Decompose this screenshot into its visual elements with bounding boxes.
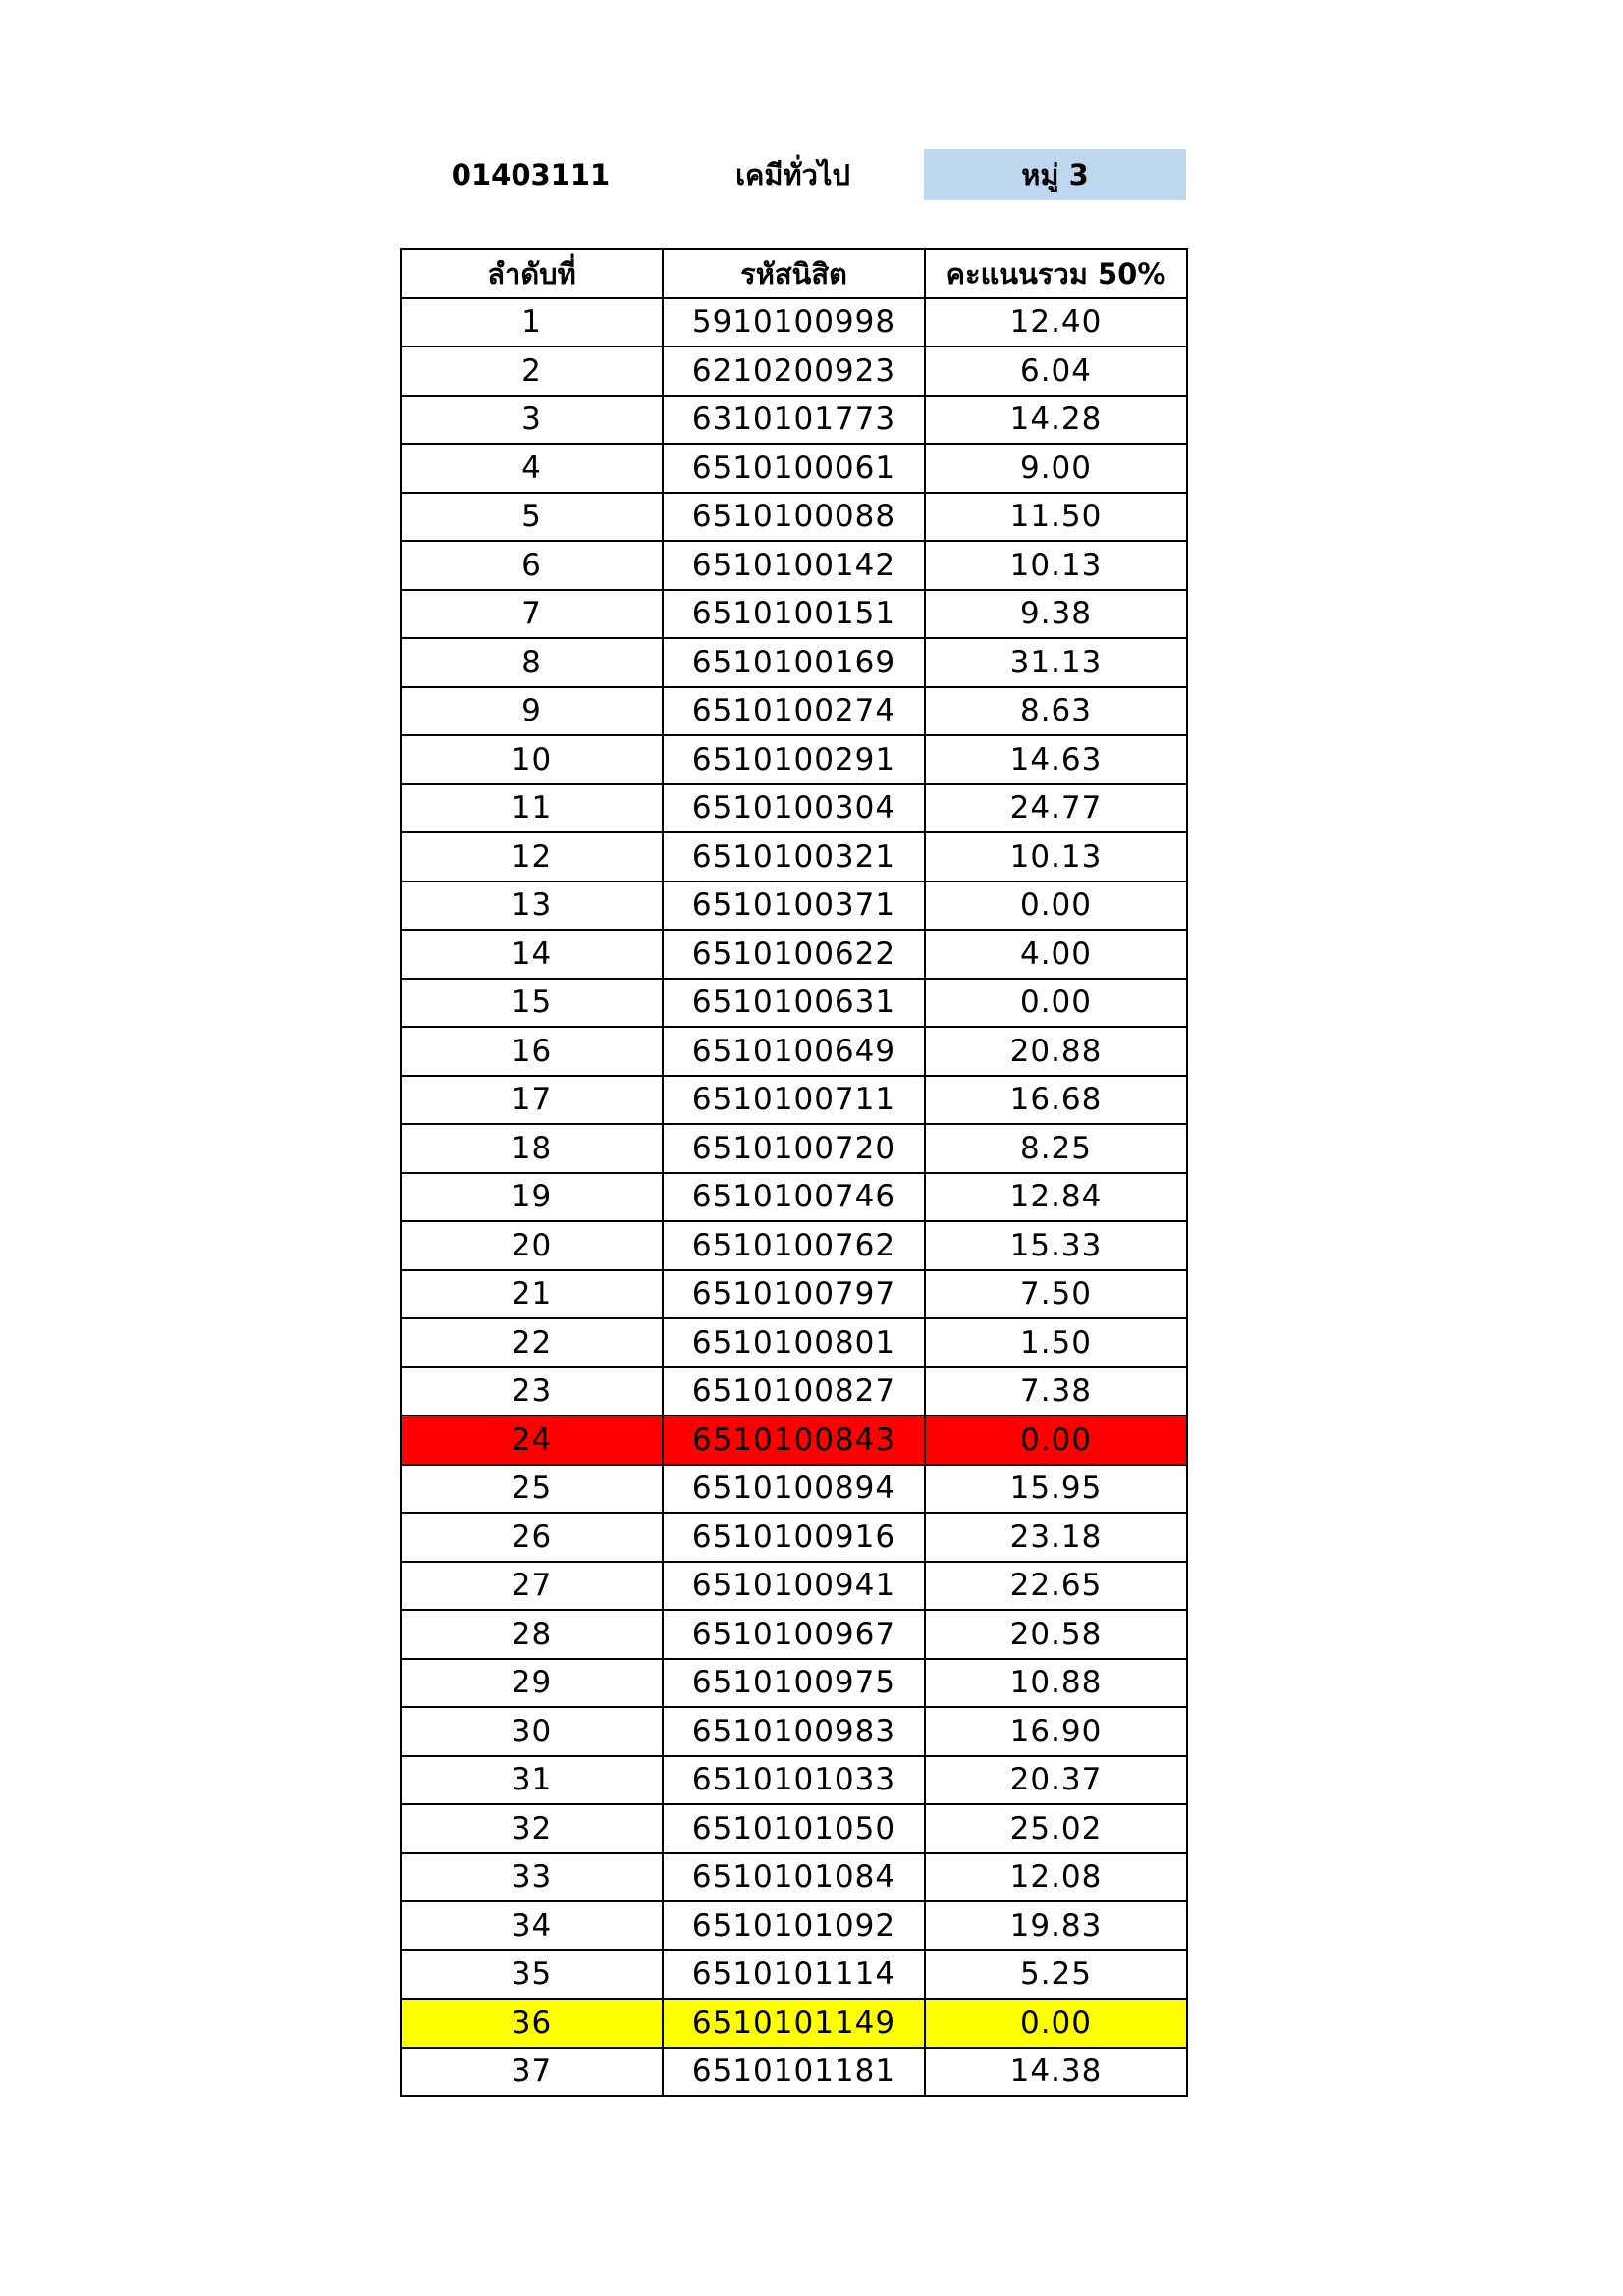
score-cell: 9.38 bbox=[925, 590, 1187, 639]
score-cell: 7.38 bbox=[925, 1367, 1187, 1416]
student-id-cell: 6510100827 bbox=[663, 1367, 925, 1416]
student-id-cell: 6510100967 bbox=[663, 1610, 925, 1659]
table-row bbox=[401, 1756, 1187, 1805]
student-id-cell: 6510100291 bbox=[663, 735, 925, 784]
score-cell: 16.90 bbox=[925, 1707, 1187, 1756]
student-id-cell: 6510101084 bbox=[663, 1853, 925, 1902]
row-number-cell: 35 bbox=[401, 1950, 663, 2000]
table-row bbox=[401, 1659, 1187, 1708]
score-cell: 10.13 bbox=[925, 541, 1187, 590]
student-id-cell: 6510100622 bbox=[663, 930, 925, 979]
row-number-cell: 19 bbox=[401, 1173, 663, 1222]
student-id-cell: 6510100631 bbox=[663, 979, 925, 1028]
course-name: เคมีทั่วไป bbox=[735, 158, 850, 191]
row-number-cell: 9 bbox=[401, 687, 663, 736]
student-id-cell: 6510100711 bbox=[663, 1076, 925, 1125]
column-header-no: ลำดับที่ bbox=[401, 249, 663, 298]
table-row bbox=[401, 1415, 1187, 1465]
row-number-cell: 37 bbox=[401, 2048, 663, 2097]
score-cell: 12.84 bbox=[925, 1173, 1187, 1222]
score-cell: 12.08 bbox=[925, 1853, 1187, 1902]
row-number-cell: 13 bbox=[401, 881, 663, 931]
table-row bbox=[401, 832, 1187, 881]
row-number-cell: 21 bbox=[401, 1270, 663, 1319]
row-number-cell: 7 bbox=[401, 590, 663, 639]
row-number-cell: 14 bbox=[401, 930, 663, 979]
score-cell: 20.37 bbox=[925, 1756, 1187, 1805]
table-row bbox=[401, 735, 1187, 784]
row-number-cell: 2 bbox=[401, 347, 663, 396]
score-cell: 8.63 bbox=[925, 687, 1187, 736]
student-id-cell: 6510100720 bbox=[663, 1124, 925, 1173]
student-id-cell: 6510101181 bbox=[663, 2048, 925, 2097]
column-header-score: คะแนนรวม 50% bbox=[925, 249, 1187, 298]
table-row bbox=[401, 1513, 1187, 1562]
student-id-cell: 6510101033 bbox=[663, 1756, 925, 1805]
table-row bbox=[401, 1465, 1187, 1514]
score-cell: 31.13 bbox=[925, 638, 1187, 687]
score-cell: 10.88 bbox=[925, 1659, 1187, 1708]
student-id-cell: 6510101092 bbox=[663, 1901, 925, 1950]
row-number-cell: 10 bbox=[401, 735, 663, 784]
student-id-cell: 6510100142 bbox=[663, 541, 925, 590]
score-cell: 20.58 bbox=[925, 1610, 1187, 1659]
table-row bbox=[401, 1318, 1187, 1367]
score-cell: 19.83 bbox=[925, 1901, 1187, 1950]
table-row bbox=[401, 1562, 1187, 1611]
section-label: หมู่ 3 bbox=[924, 149, 1186, 200]
student-id-cell: 6510101149 bbox=[663, 1999, 925, 2048]
table-row bbox=[401, 444, 1187, 493]
row-number-cell: 34 bbox=[401, 1901, 663, 1950]
row-number-cell: 31 bbox=[401, 1756, 663, 1805]
student-id-cell: 6510100061 bbox=[663, 444, 925, 493]
table-row bbox=[401, 687, 1187, 736]
score-cell: 4.00 bbox=[925, 930, 1187, 979]
student-id-cell: 6510100762 bbox=[663, 1221, 925, 1270]
table-row bbox=[401, 1901, 1187, 1950]
student-id-cell: 6310101773 bbox=[663, 396, 925, 445]
row-number-cell: 22 bbox=[401, 1318, 663, 1367]
score-cell: 7.50 bbox=[925, 1270, 1187, 1319]
table-row bbox=[401, 1221, 1187, 1270]
table-row bbox=[401, 1999, 1187, 2048]
table-row bbox=[401, 1270, 1187, 1319]
student-id-cell: 6510101114 bbox=[663, 1950, 925, 2000]
score-cell: 11.50 bbox=[925, 493, 1187, 542]
row-number-cell: 15 bbox=[401, 979, 663, 1028]
row-number-cell: 32 bbox=[401, 1804, 663, 1853]
row-number-cell: 5 bbox=[401, 493, 663, 542]
student-id-cell: 5910100998 bbox=[663, 298, 925, 347]
row-number-cell: 1 bbox=[401, 298, 663, 347]
score-cell: 0.00 bbox=[925, 979, 1187, 1028]
row-number-cell: 33 bbox=[401, 1853, 663, 1902]
table-row bbox=[401, 1124, 1187, 1173]
student-id-cell: 6510100797 bbox=[663, 1270, 925, 1319]
table-row bbox=[401, 1610, 1187, 1659]
table-row bbox=[401, 2048, 1187, 2097]
row-number-cell: 3 bbox=[401, 396, 663, 445]
student-id-cell: 6510100321 bbox=[663, 832, 925, 881]
table-body bbox=[401, 298, 1187, 2097]
student-id-cell: 6510100843 bbox=[663, 1415, 925, 1465]
row-number-cell: 8 bbox=[401, 638, 663, 687]
student-id-cell: 6210200923 bbox=[663, 347, 925, 396]
table-row bbox=[401, 1950, 1187, 2000]
student-id-cell: 6510100916 bbox=[663, 1513, 925, 1562]
score-cell: 1.50 bbox=[925, 1318, 1187, 1367]
student-id-cell: 6510100894 bbox=[663, 1465, 925, 1514]
row-number-cell: 30 bbox=[401, 1707, 663, 1756]
score-cell: 6.04 bbox=[925, 347, 1187, 396]
score-cell: 14.28 bbox=[925, 396, 1187, 445]
table-header-row bbox=[401, 249, 1187, 298]
table-row bbox=[401, 979, 1187, 1028]
row-number-cell: 17 bbox=[401, 1076, 663, 1125]
row-number-cell: 11 bbox=[401, 784, 663, 833]
score-cell: 22.65 bbox=[925, 1562, 1187, 1611]
student-id-cell: 6510100983 bbox=[663, 1707, 925, 1756]
student-id-cell: 6510100371 bbox=[663, 881, 925, 931]
score-cell: 23.18 bbox=[925, 1513, 1187, 1562]
table-row bbox=[401, 881, 1187, 931]
row-number-cell: 28 bbox=[401, 1610, 663, 1659]
score-cell: 10.13 bbox=[925, 832, 1187, 881]
table-row bbox=[401, 590, 1187, 639]
score-cell: 25.02 bbox=[925, 1804, 1187, 1853]
score-cell: 14.38 bbox=[925, 2048, 1187, 2097]
score-cell: 9.00 bbox=[925, 444, 1187, 493]
table-row bbox=[401, 541, 1187, 590]
table-row bbox=[401, 784, 1187, 833]
row-number-cell: 23 bbox=[401, 1367, 663, 1416]
score-cell: 14.63 bbox=[925, 735, 1187, 784]
table-row bbox=[401, 493, 1187, 542]
column-header-student-id: รหัสนิสิต bbox=[663, 249, 925, 298]
table-row bbox=[401, 638, 1187, 687]
row-number-cell: 27 bbox=[401, 1562, 663, 1611]
score-cell: 8.25 bbox=[925, 1124, 1187, 1173]
row-number-cell: 18 bbox=[401, 1124, 663, 1173]
score-table bbox=[400, 248, 1188, 2097]
score-cell: 0.00 bbox=[925, 1415, 1187, 1465]
row-number-cell: 12 bbox=[401, 832, 663, 881]
table-row bbox=[401, 1173, 1187, 1222]
score-cell: 16.68 bbox=[925, 1076, 1187, 1125]
student-id-cell: 6510101050 bbox=[663, 1804, 925, 1853]
student-id-cell: 6510100088 bbox=[663, 493, 925, 542]
row-number-cell: 20 bbox=[401, 1221, 663, 1270]
student-id-cell: 6510100274 bbox=[663, 687, 925, 736]
student-id-cell: 6510100975 bbox=[663, 1659, 925, 1708]
row-number-cell: 29 bbox=[401, 1659, 663, 1708]
student-id-cell: 6510100169 bbox=[663, 638, 925, 687]
student-id-cell: 6510100649 bbox=[663, 1027, 925, 1076]
student-id-cell: 6510100801 bbox=[663, 1318, 925, 1367]
table-row bbox=[401, 1027, 1187, 1076]
row-number-cell: 25 bbox=[401, 1465, 663, 1514]
score-cell: 12.40 bbox=[925, 298, 1187, 347]
table-row bbox=[401, 1804, 1187, 1853]
table-row bbox=[401, 396, 1187, 445]
score-cell: 0.00 bbox=[925, 881, 1187, 931]
table-row bbox=[401, 1707, 1187, 1756]
row-number-cell: 6 bbox=[401, 541, 663, 590]
table-row bbox=[401, 347, 1187, 396]
student-id-cell: 6510100151 bbox=[663, 590, 925, 639]
table-row bbox=[401, 298, 1187, 347]
row-number-cell: 26 bbox=[401, 1513, 663, 1562]
table-row bbox=[401, 930, 1187, 979]
row-number-cell: 36 bbox=[401, 1999, 663, 2048]
row-number-cell: 4 bbox=[401, 444, 663, 493]
score-cell: 24.77 bbox=[925, 784, 1187, 833]
table-row bbox=[401, 1076, 1187, 1125]
student-id-cell: 6510100304 bbox=[663, 784, 925, 833]
row-number-cell: 24 bbox=[401, 1415, 663, 1465]
score-cell: 0.00 bbox=[925, 1999, 1187, 2048]
table-row bbox=[401, 1367, 1187, 1416]
score-cell: 5.25 bbox=[925, 1950, 1187, 2000]
course-code: 01403111 bbox=[451, 158, 611, 191]
table-row bbox=[401, 1853, 1187, 1902]
row-number-cell: 16 bbox=[401, 1027, 663, 1076]
student-id-cell: 6510100941 bbox=[663, 1562, 925, 1611]
score-cell: 15.33 bbox=[925, 1221, 1187, 1270]
score-cell: 20.88 bbox=[925, 1027, 1187, 1076]
student-id-cell: 6510100746 bbox=[663, 1173, 925, 1222]
score-cell: 15.95 bbox=[925, 1465, 1187, 1514]
